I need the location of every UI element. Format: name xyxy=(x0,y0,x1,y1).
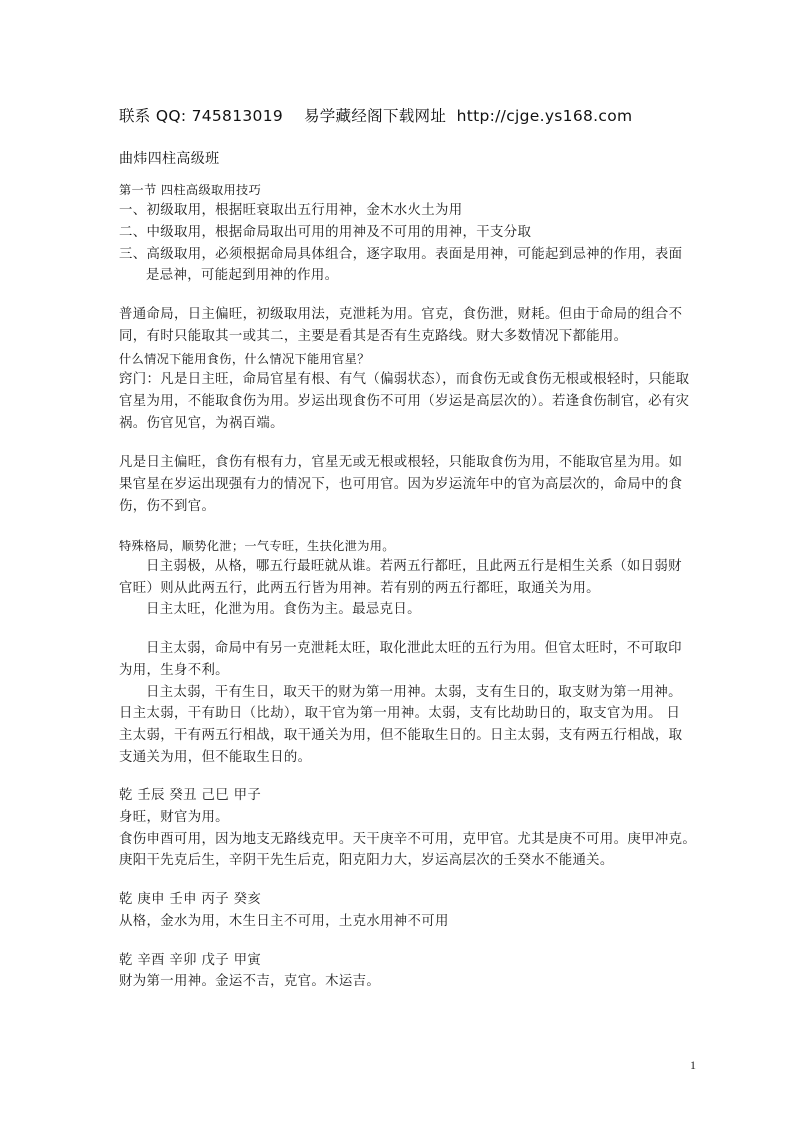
paragraph-line: 普通命局，日主偏旺，初级取用法，克泄耗为用。官克，食伤泄，财耗。但由于命局的组合不 xyxy=(119,307,683,322)
paragraph-line: 官旺）则从此两五行，此两五行皆为用神。若有别的两五行都旺，取通关为用。 xyxy=(119,581,600,596)
document-title: 曲炜四柱高级班 xyxy=(119,151,220,167)
example-chart: 乾 壬辰 癸丑 己巳 甲子 xyxy=(119,788,262,803)
example-note: 庚阳干先克后生，辛阴干先生后克，阳克阳力大，岁运高层次的壬癸水不能通关。 xyxy=(119,853,614,868)
example-note: 从格，金水为用，木生日主不可用，土克水用神不可用 xyxy=(119,914,449,929)
paragraph-line: 日主太弱，干有生日，取天干的财为第一用神。太弱，支有生日的，取支财为第一用神。 xyxy=(146,685,682,700)
paragraph-line: 主太弱，干有两五行相战，取干通关为用，但不能取生日的。日主太弱，支有两五行相战，取 xyxy=(119,728,683,743)
example-note: 身旺，财官为用。 xyxy=(119,810,229,825)
site-link[interactable]: http://cjge.ys168.com xyxy=(456,107,633,125)
contact-header xyxy=(119,106,632,126)
paragraph-line: 祸。伤官见官，为祸百端。 xyxy=(119,416,284,431)
paragraph-line: 日主太弱，命局中有另一克泄耗太旺，取化泄此太旺的五行为用。但官太旺时，不可取印 xyxy=(146,641,682,656)
paragraph-line: 日主太旺，化泄为用。食伤为主。最忌克日。 xyxy=(146,602,421,617)
example-note: 食伤申酉可用，因为地支无路线克甲。天干庚辛不可用，克甲官。尤其是庚不可用。庚甲冲克。 xyxy=(119,832,697,847)
list-item: 二、中级取用，根据命局取出可用的用神及不可用的用神，干支分取 xyxy=(119,225,532,240)
list-item: 一、初级取用，根据旺衰取出五行用神，金木水火土为用 xyxy=(119,203,463,218)
example-chart: 乾 庚申 壬申 丙子 癸亥 xyxy=(119,892,262,907)
paragraph-line: 窍门：凡是日主旺，命局官星有根、有气（偏弱状态），而食伤无或食伤无根或根轻时，只能取 xyxy=(119,372,690,387)
page-number: 1 xyxy=(690,1058,696,1072)
paragraph-line: 为用，生身不利。 xyxy=(119,663,229,678)
paragraph-line: 果官星在岁运出现强有力的情况下，也可用官。因为岁运流年中的官为高层次的，命局中的食 xyxy=(119,477,683,492)
paragraph-line: 官星为用，不能取食伤为用。岁运出现食伤不可用（岁运是高层次的）。若逢食伤制官，必有灾 xyxy=(119,394,690,409)
special-heading: 特殊格局，顺势化泄；一气专旺，生扶化泄为用。 xyxy=(119,539,395,553)
contact-qq: 联系 QQ: 745813019 xyxy=(119,107,284,125)
paragraph-line: 支通关为用，但不能取生日的。 xyxy=(119,750,312,765)
question-heading: 什么情况下能用食伤，什么情况下能用官星？ xyxy=(119,352,370,366)
site-label: 易学藏经阁下载网址 xyxy=(303,107,447,125)
paragraph-line: 日主太弱，干有助日（比劫），取干官为第一用神。太弱，支有比劫助日的，取支官为用。 日 xyxy=(119,706,681,721)
paragraph-line: 凡是日主偏旺，食伤有根有力，官星无或无根或根轻，只能取食伤为用，不能取官星为用。如 xyxy=(119,455,683,470)
example-chart: 乾 辛酉 辛卯 戊子 甲寅 xyxy=(119,953,262,968)
paragraph-line: 伤，伤不到官。 xyxy=(119,499,216,514)
section-title: 第一节 四柱高级取用技巧 xyxy=(119,183,262,197)
paragraph-line: 同，有时只能取其一或其二，主要是看其是否有生克路线。财大多数情况下都能用。 xyxy=(119,329,628,344)
paragraph-line: 日主弱极，从格，哪五行最旺就从谁。若两五行都旺，且此两五行是相生关系（如日弱财 xyxy=(146,559,682,574)
list-item-continued: 是忌神，可能起到用神的作用。 xyxy=(146,268,339,283)
example-note: 财为第一用神。金运不吉，克官。木运吉。 xyxy=(119,974,381,989)
list-item: 三、高级取用，必须根据命局具体组合，逐字取用。表面是用神，可能起到忌神的作用，表面 xyxy=(119,247,683,262)
